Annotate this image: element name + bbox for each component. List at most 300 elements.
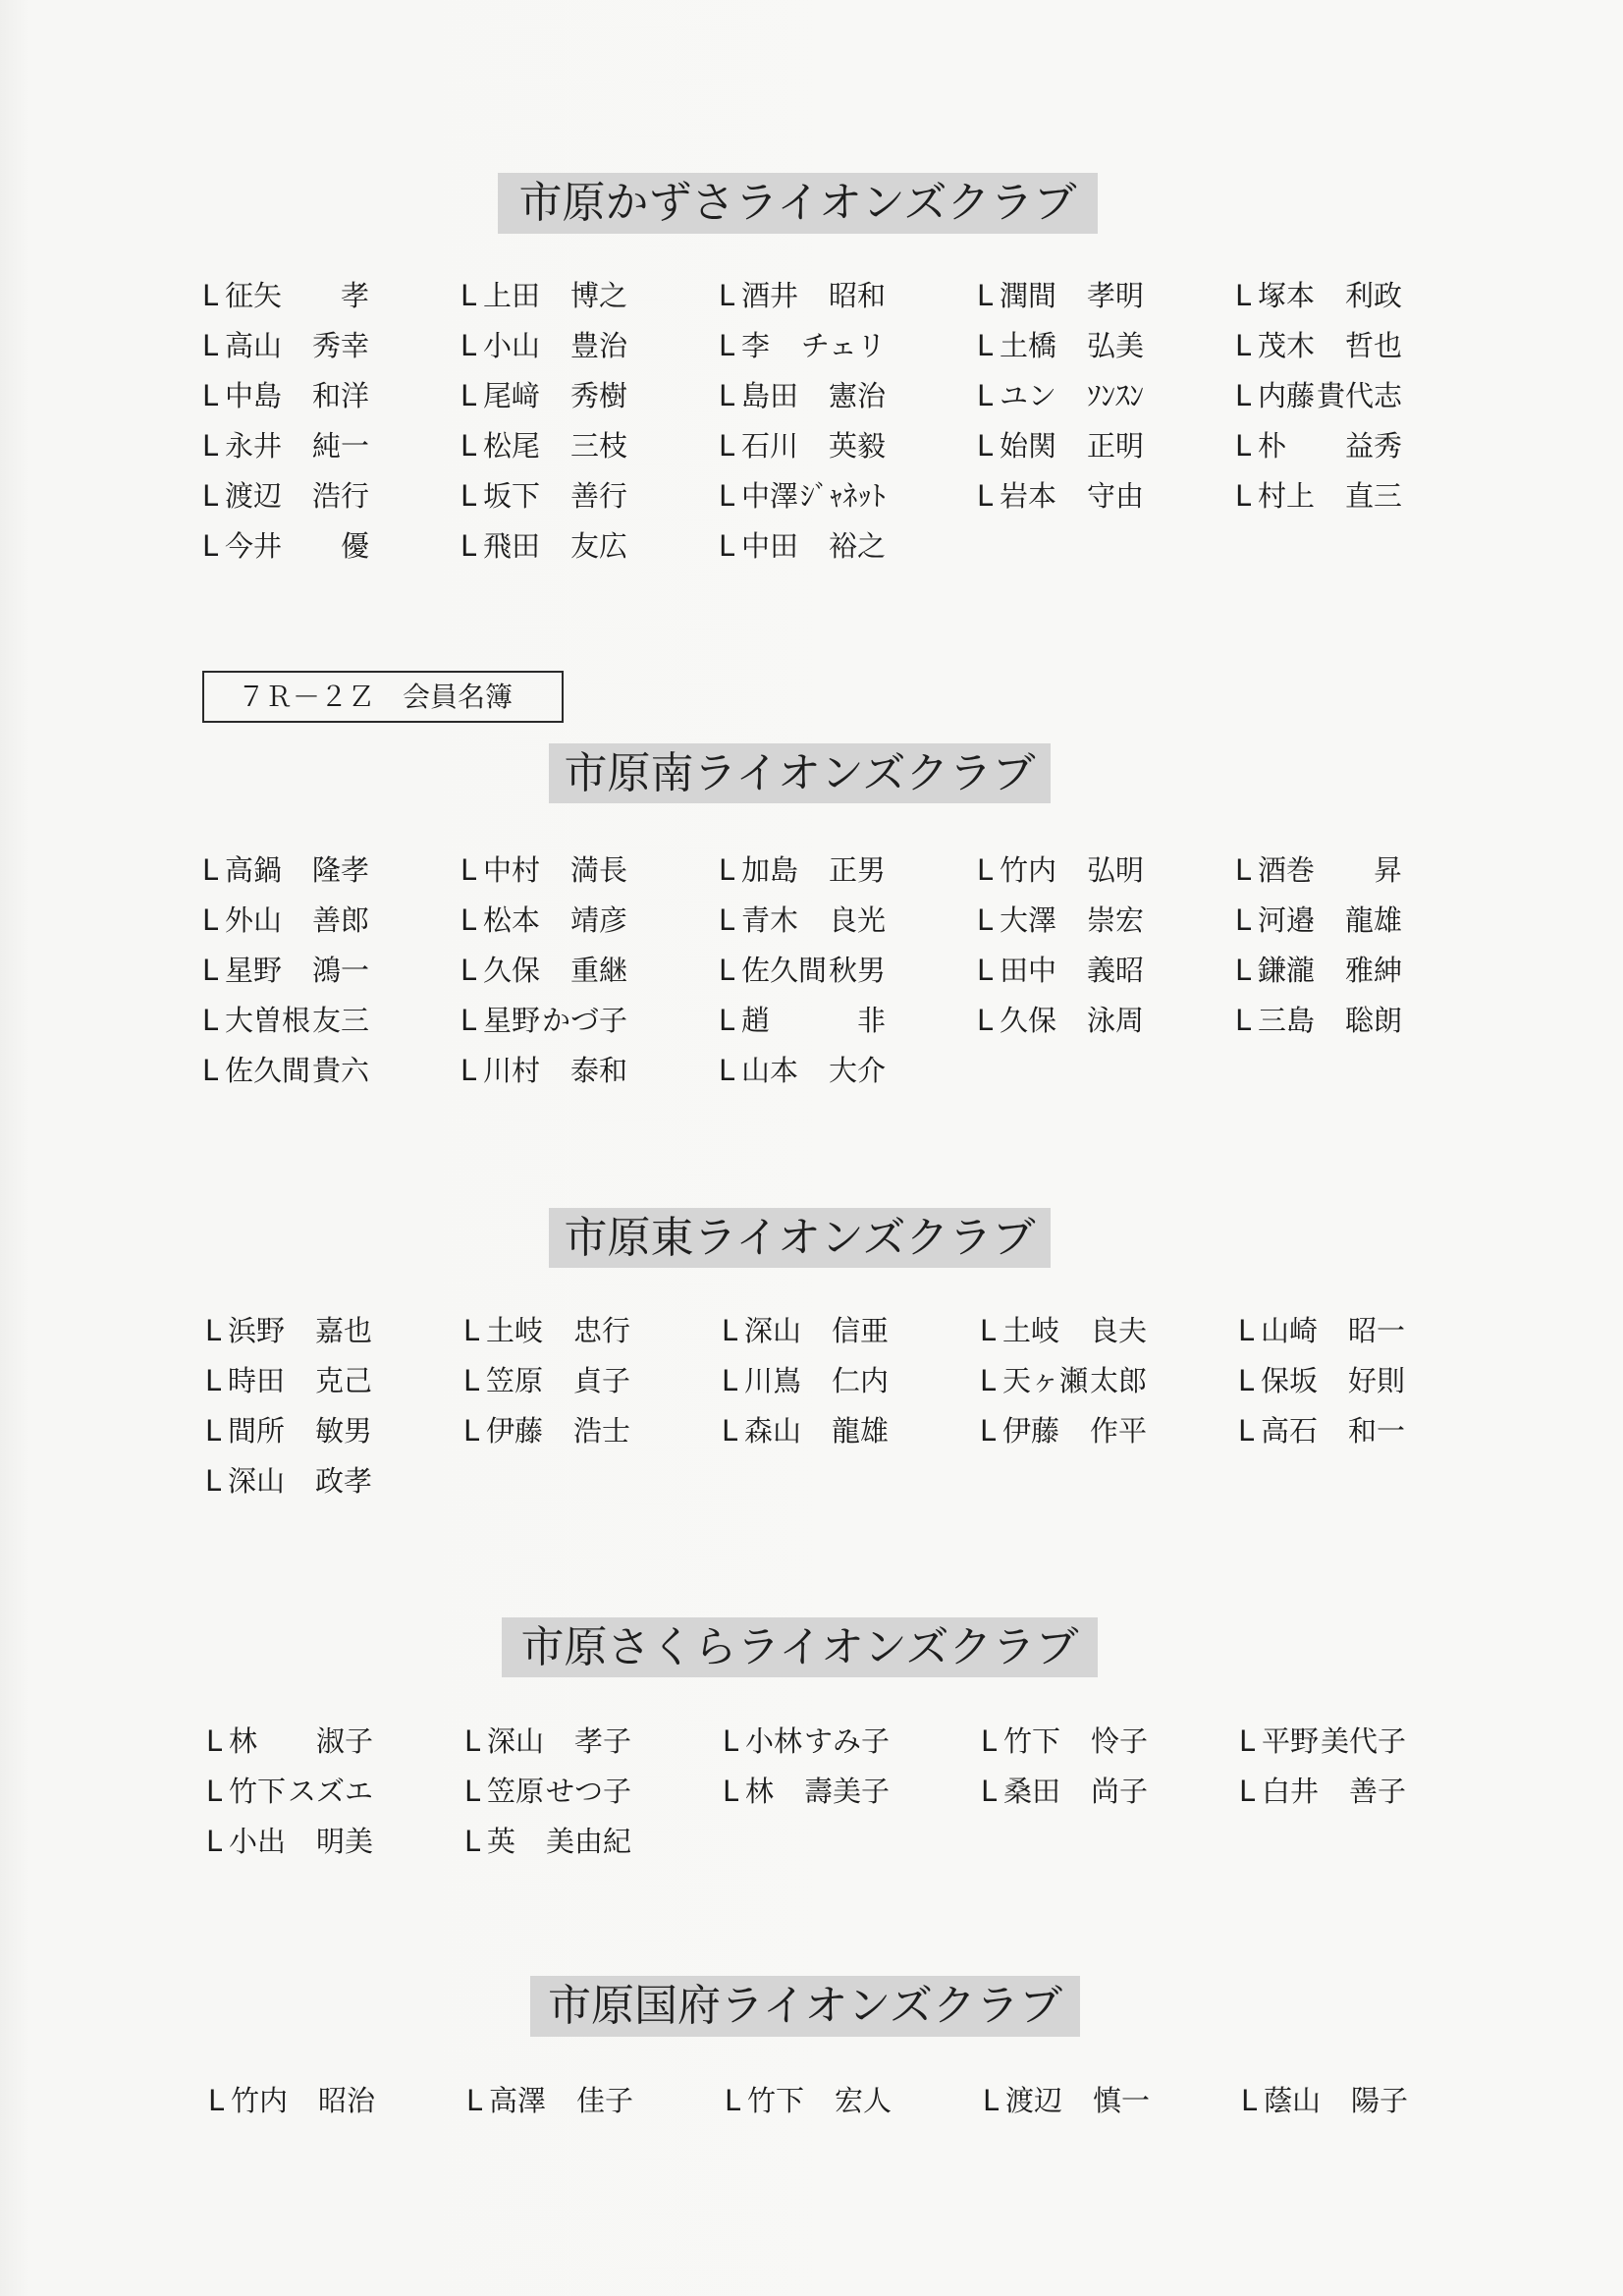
member-given-name: 貴代志: [1316, 379, 1402, 412]
member-surname: 高澤: [489, 2084, 547, 2117]
member-entry: [980, 1306, 1147, 1356]
member-surname: 高山: [225, 329, 283, 362]
member-entry: [202, 946, 369, 996]
member-surname: 永井: [225, 429, 283, 463]
member-surname: 川村: [483, 1054, 541, 1087]
member-surname: 佐久間: [225, 1054, 311, 1087]
member-entry: [463, 1356, 630, 1406]
member-surname: 三島: [1258, 1004, 1316, 1037]
member-entry: [202, 471, 369, 521]
lion-prefix: L: [206, 1775, 223, 1808]
member-entry: [205, 1356, 372, 1406]
lion-prefix: L: [1239, 1775, 1256, 1808]
member-entry: [205, 1406, 372, 1456]
member-entry: [1235, 321, 1402, 371]
member-given-name: 和一: [1347, 1414, 1405, 1448]
member-surname: 伊藤: [486, 1414, 544, 1448]
member-entry: [1241, 2076, 1408, 2126]
member-surname: 笠原: [486, 1364, 544, 1397]
member-surname: 中澤: [741, 479, 799, 513]
lion-prefix: L: [981, 1724, 998, 1758]
member-entry: [977, 471, 1144, 521]
member-entry: [205, 1456, 372, 1506]
member-surname: 大澤: [1000, 903, 1057, 937]
lion-prefix: L: [1238, 1414, 1255, 1448]
member-given-name: 敏男: [314, 1414, 372, 1448]
member-entry: [719, 946, 886, 996]
member-given-name: 弘明: [1086, 853, 1144, 887]
lion-prefix: L: [460, 279, 477, 312]
lion-prefix: L: [1235, 903, 1252, 937]
member-surname: 朴: [1258, 429, 1287, 463]
member-given-name: 純一: [311, 429, 369, 463]
member-given-name: 英毅: [828, 429, 886, 463]
lion-prefix: L: [719, 903, 735, 937]
member-entry: [1238, 1406, 1405, 1456]
lion-prefix: L: [1235, 329, 1252, 362]
member-given-name: 太郎: [1089, 1364, 1147, 1397]
lion-prefix: L: [977, 379, 994, 412]
member-surname: 竹内: [1000, 853, 1057, 887]
member-given-name: 善子: [1348, 1775, 1406, 1808]
lion-prefix: L: [719, 279, 735, 312]
member-entry: [1239, 1717, 1406, 1767]
member-entry: [977, 896, 1144, 946]
member-entry: [1238, 1356, 1405, 1406]
member-surname: 久保: [483, 954, 541, 987]
member-surname: 今井: [225, 529, 283, 563]
member-surname: 茂木: [1258, 329, 1316, 362]
member-given-name: 聡朗: [1344, 1004, 1402, 1037]
member-given-name: 善郎: [311, 903, 369, 937]
member-entry: [460, 896, 627, 946]
member-given-name: 三枝: [569, 429, 627, 463]
member-given-name: 秀幸: [311, 329, 369, 362]
member-given-name: 昭治: [317, 2084, 375, 2117]
member-surname: 白井: [1262, 1775, 1320, 1808]
member-entry: [723, 1767, 890, 1817]
member-surname: 竹下: [747, 2084, 805, 2117]
member-surname: 内藤: [1258, 379, 1316, 412]
lion-prefix: L: [460, 853, 477, 887]
member-given-name: 昭和: [828, 279, 886, 312]
member-given-name: 隆孝: [311, 853, 369, 887]
member-surname: 竹下: [229, 1775, 287, 1808]
member-entry: [725, 2076, 892, 2126]
lion-prefix: L: [977, 329, 994, 362]
lion-prefix: L: [460, 379, 477, 412]
member-surname: 佐久間: [741, 954, 828, 987]
member-entry: [977, 421, 1144, 471]
lion-prefix: L: [202, 379, 219, 412]
member-given-name: 博之: [569, 279, 627, 312]
lion-prefix: L: [463, 1414, 480, 1448]
member-entry: [460, 471, 627, 521]
member-given-name: 陽子: [1350, 2084, 1408, 2117]
member-given-name: 友広: [569, 529, 627, 563]
member-surname: 征矢: [225, 279, 283, 312]
member-surname: 始関: [1000, 429, 1057, 463]
lion-prefix: L: [977, 853, 994, 887]
member-surname: 深山: [487, 1724, 545, 1758]
member-surname: 塚本: [1258, 279, 1316, 312]
member-given-name: 信亜: [831, 1314, 889, 1347]
member-given-name: 鴻一: [311, 954, 369, 987]
member-given-name: 昭一: [1347, 1314, 1405, 1347]
member-given-name: 好則: [1347, 1364, 1405, 1397]
lion-prefix: L: [460, 1054, 477, 1087]
member-entry: [977, 321, 1144, 371]
member-entry: [1235, 371, 1402, 421]
club-title: 市原南ライオンズクラブ: [549, 743, 1051, 803]
member-entry: [719, 321, 886, 371]
member-surname: 田中: [1000, 954, 1057, 987]
member-surname: 小出: [229, 1825, 287, 1858]
lion-prefix: L: [980, 1314, 997, 1347]
member-surname: 島田: [741, 379, 799, 412]
lion-prefix: L: [977, 429, 994, 463]
member-entry: [460, 1046, 627, 1096]
member-surname: 松尾: [483, 429, 541, 463]
lion-prefix: L: [977, 903, 994, 937]
lion-prefix: L: [722, 1414, 738, 1448]
lion-prefix: L: [466, 2084, 483, 2117]
member-surname: 森山: [744, 1414, 802, 1448]
member-given-name: 克己: [314, 1364, 372, 1397]
lion-prefix: L: [202, 1004, 219, 1037]
lion-prefix: L: [464, 1724, 481, 1758]
member-entry: [202, 371, 369, 421]
member-entry: [202, 896, 369, 946]
member-given-name: 義昭: [1086, 954, 1144, 987]
member-surname: 林: [745, 1775, 775, 1808]
lion-prefix: L: [722, 1314, 738, 1347]
member-given-name: 孝: [340, 279, 369, 312]
member-surname: 山崎: [1261, 1314, 1319, 1347]
member-surname: 酒巻: [1258, 853, 1316, 887]
member-surname: 小林: [745, 1724, 803, 1758]
member-surname: 潤間: [1000, 279, 1057, 312]
member-entry: [980, 1356, 1147, 1406]
lion-prefix: L: [977, 479, 994, 513]
member-given-name: 優: [340, 529, 369, 563]
lion-prefix: L: [206, 1825, 223, 1858]
member-given-name: 守由: [1086, 479, 1144, 513]
member-list: [208, 2076, 1499, 2126]
member-entry: [719, 996, 886, 1046]
lion-prefix: L: [202, 1054, 219, 1087]
member-surname: 川嶌: [744, 1364, 802, 1397]
member-surname: 竹内: [231, 2084, 289, 2117]
member-surname: 中島: [225, 379, 283, 412]
member-given-name: 雅紳: [1344, 954, 1402, 987]
member-entry: [981, 1717, 1148, 1767]
member-surname: 浜野: [228, 1314, 286, 1347]
member-list: [202, 271, 1493, 572]
member-given-name: せつ子: [545, 1775, 631, 1808]
lion-prefix: L: [1235, 853, 1252, 887]
member-surname: 林: [229, 1724, 258, 1758]
member-entry: [202, 521, 369, 572]
lion-prefix: L: [719, 529, 735, 563]
member-given-name: 利政: [1344, 279, 1402, 312]
member-entry: [202, 421, 369, 471]
member-given-name: 正男: [828, 853, 886, 887]
member-surname: 村上: [1258, 479, 1316, 513]
member-entry: [1235, 471, 1402, 521]
member-given-name: 裕之: [828, 529, 886, 563]
member-given-name: 浩行: [311, 479, 369, 513]
member-given-name: 龍雄: [831, 1414, 889, 1448]
lion-prefix: L: [202, 529, 219, 563]
member-surname: 笠原: [487, 1775, 545, 1808]
lion-prefix: L: [983, 2084, 1000, 2117]
lion-prefix: L: [460, 1004, 477, 1037]
member-surname: 青木: [741, 903, 799, 937]
member-entry: [1239, 1767, 1406, 1817]
lion-prefix: L: [719, 379, 735, 412]
lion-prefix: L: [981, 1775, 998, 1808]
member-entry: [466, 2076, 633, 2126]
lion-prefix: L: [1235, 429, 1252, 463]
member-surname: 深山: [228, 1464, 286, 1498]
lion-prefix: L: [460, 903, 477, 937]
member-given-name: ｼﾞｬﾈｯﾄ: [799, 479, 886, 513]
member-entry: [719, 1046, 886, 1096]
lion-prefix: L: [208, 2084, 225, 2117]
lion-prefix: L: [1235, 1004, 1252, 1037]
member-surname: 桑田: [1003, 1775, 1061, 1808]
member-surname: 石川: [741, 429, 799, 463]
lion-prefix: L: [460, 954, 477, 987]
member-given-name: 宏人: [834, 2084, 892, 2117]
member-entry: [464, 1767, 631, 1817]
lion-prefix: L: [205, 1414, 222, 1448]
member-given-name: 孝明: [1086, 279, 1144, 312]
lion-prefix: L: [202, 329, 219, 362]
member-given-name: 尚子: [1090, 1775, 1148, 1808]
member-given-name: 淑子: [315, 1724, 373, 1758]
member-surname: 高石: [1261, 1414, 1319, 1448]
member-entry: [977, 946, 1144, 996]
member-surname: 星野: [483, 1004, 541, 1037]
member-given-name: 泳周: [1086, 1004, 1144, 1037]
member-entry: [1238, 1306, 1405, 1356]
lion-prefix: L: [1235, 379, 1252, 412]
member-entry: [719, 521, 886, 572]
member-given-name: 慎一: [1092, 2084, 1150, 2117]
member-entry: [463, 1406, 630, 1456]
member-entry: [460, 521, 627, 572]
lion-prefix: L: [723, 1724, 739, 1758]
member-given-name: スズエ: [287, 1775, 373, 1808]
lion-prefix: L: [202, 954, 219, 987]
member-surname: 高鍋: [225, 853, 283, 887]
member-given-name: 明美: [315, 1825, 373, 1858]
lion-prefix: L: [206, 1724, 223, 1758]
member-surname: 趙: [741, 1004, 771, 1037]
member-given-name: 哲也: [1344, 329, 1402, 362]
club-title: 市原さくらライオンズクラブ: [502, 1617, 1098, 1677]
lion-prefix: L: [977, 1004, 994, 1037]
member-given-name: 泰和: [569, 1054, 627, 1087]
member-given-name: 美代子: [1320, 1724, 1406, 1758]
member-surname: 土橋: [1000, 329, 1057, 362]
member-surname: 大曽根: [225, 1004, 311, 1037]
member-entry: [460, 271, 627, 321]
lion-prefix: L: [977, 279, 994, 312]
lion-prefix: L: [460, 529, 477, 563]
member-entry: [719, 371, 886, 421]
member-surname: 尾﨑: [483, 379, 541, 412]
lion-prefix: L: [202, 853, 219, 887]
lion-prefix: L: [460, 479, 477, 513]
member-entry: [719, 271, 886, 321]
member-entry: [1235, 946, 1402, 996]
member-entry: [722, 1356, 889, 1406]
member-entry: [460, 996, 627, 1046]
lion-prefix: L: [719, 954, 735, 987]
member-surname: 天ヶ瀬: [1002, 1364, 1089, 1397]
member-surname: 伊藤: [1002, 1414, 1060, 1448]
lion-prefix: L: [1238, 1314, 1255, 1347]
member-entry: [202, 1046, 369, 1096]
club-title: 市原東ライオンズクラブ: [549, 1208, 1051, 1268]
member-surname: 土岐: [1002, 1314, 1060, 1347]
lion-prefix: L: [1235, 954, 1252, 987]
member-given-name: 弘美: [1086, 329, 1144, 362]
member-entry: [206, 1717, 373, 1767]
lion-prefix: L: [464, 1775, 481, 1808]
member-entry: [1235, 421, 1402, 471]
member-given-name: 和洋: [311, 379, 369, 412]
member-entry: [205, 1306, 372, 1356]
member-entry: [463, 1306, 630, 1356]
member-entry: [202, 271, 369, 321]
member-entry: [1235, 271, 1402, 321]
lion-prefix: L: [1238, 1364, 1255, 1397]
lion-prefix: L: [719, 1054, 735, 1087]
member-entry: [722, 1406, 889, 1456]
lion-prefix: L: [205, 1314, 222, 1347]
member-surname: 外山: [225, 903, 283, 937]
lion-prefix: L: [202, 279, 219, 312]
member-surname: 中村: [483, 853, 541, 887]
member-list: [202, 846, 1493, 1096]
member-surname: 深山: [744, 1314, 802, 1347]
member-surname: 平野: [1262, 1724, 1320, 1758]
lion-prefix: L: [202, 429, 219, 463]
lion-prefix: L: [1235, 479, 1252, 513]
member-surname: 土岐: [486, 1314, 544, 1347]
lion-prefix: L: [205, 1364, 222, 1397]
member-given-name: 秀樹: [569, 379, 627, 412]
lion-prefix: L: [980, 1364, 997, 1397]
member-surname: 李: [741, 329, 771, 362]
member-given-name: 仁内: [831, 1364, 889, 1397]
lion-prefix: L: [719, 1004, 735, 1037]
member-entry: [719, 421, 886, 471]
member-entry: [719, 896, 886, 946]
lion-prefix: L: [460, 429, 477, 463]
member-surname: 保坂: [1261, 1364, 1319, 1397]
member-surname: 松本: [483, 903, 541, 937]
member-given-name: 美由紀: [545, 1825, 631, 1858]
member-entry: [460, 946, 627, 996]
member-surname: 星野: [225, 954, 283, 987]
member-surname: 上田: [483, 279, 541, 312]
member-given-name: 昇: [1373, 853, 1402, 887]
lion-prefix: L: [464, 1825, 481, 1858]
member-surname: 蔭山: [1264, 2084, 1322, 2117]
member-given-name: 非: [856, 1004, 886, 1037]
member-surname: 小山: [483, 329, 541, 362]
member-given-name: 重継: [569, 954, 627, 987]
club-title: 市原国府ライオンズクラブ: [530, 1976, 1080, 2037]
member-entry: [719, 471, 886, 521]
member-entry: [208, 2076, 375, 2126]
lion-prefix: L: [1239, 1724, 1256, 1758]
member-given-name: 貴六: [311, 1054, 369, 1087]
member-given-name: 作平: [1089, 1414, 1147, 1448]
member-given-name: 怜子: [1090, 1724, 1148, 1758]
member-entry: [202, 996, 369, 1046]
member-given-name: 孝子: [573, 1724, 631, 1758]
lion-prefix: L: [463, 1314, 480, 1347]
member-given-name: 大介: [828, 1054, 886, 1087]
member-entry: [981, 1767, 1148, 1817]
member-entry: [980, 1406, 1147, 1456]
member-entry: [977, 996, 1144, 1046]
member-entry: [460, 371, 627, 421]
member-given-name: 良光: [828, 903, 886, 937]
lion-prefix: L: [205, 1464, 222, 1498]
member-given-name: すみ子: [803, 1724, 890, 1758]
lion-prefix: L: [202, 903, 219, 937]
member-given-name: 善行: [569, 479, 627, 513]
member-given-name: ｿﾝｽﾝ: [1086, 379, 1144, 412]
member-entry: [722, 1306, 889, 1356]
member-given-name: 崇宏: [1086, 903, 1144, 937]
member-given-name: 友三: [311, 1004, 369, 1037]
member-given-name: 嘉也: [314, 1314, 372, 1347]
club-title: 市原かずさライオンズクラブ: [498, 173, 1098, 234]
member-surname: 山本: [741, 1054, 799, 1087]
member-list: [205, 1306, 1496, 1506]
member-surname: 久保: [1000, 1004, 1057, 1037]
member-entry: [206, 1817, 373, 1867]
member-surname: 渡辺: [1005, 2084, 1063, 2117]
member-entry: [977, 371, 1144, 421]
member-given-name: 豊治: [569, 329, 627, 362]
lion-prefix: L: [202, 479, 219, 513]
lion-prefix: L: [463, 1364, 480, 1397]
member-given-name: 満長: [569, 853, 627, 887]
member-surname: ユン: [1000, 379, 1057, 412]
lion-prefix: L: [723, 1775, 739, 1808]
member-entry: [983, 2076, 1150, 2126]
member-given-name: 靖彦: [569, 903, 627, 937]
member-entry: [460, 321, 627, 371]
lion-prefix: L: [719, 853, 735, 887]
lion-prefix: L: [1235, 279, 1252, 312]
member-surname: 酒井: [741, 279, 799, 312]
member-list: [206, 1717, 1497, 1867]
member-given-name: 貞子: [572, 1364, 630, 1397]
member-surname: 河邉: [1258, 903, 1316, 937]
lion-prefix: L: [1241, 2084, 1258, 2117]
zone-roster-label: ７Ｒ－２Ｚ 会員名簿: [202, 671, 564, 723]
